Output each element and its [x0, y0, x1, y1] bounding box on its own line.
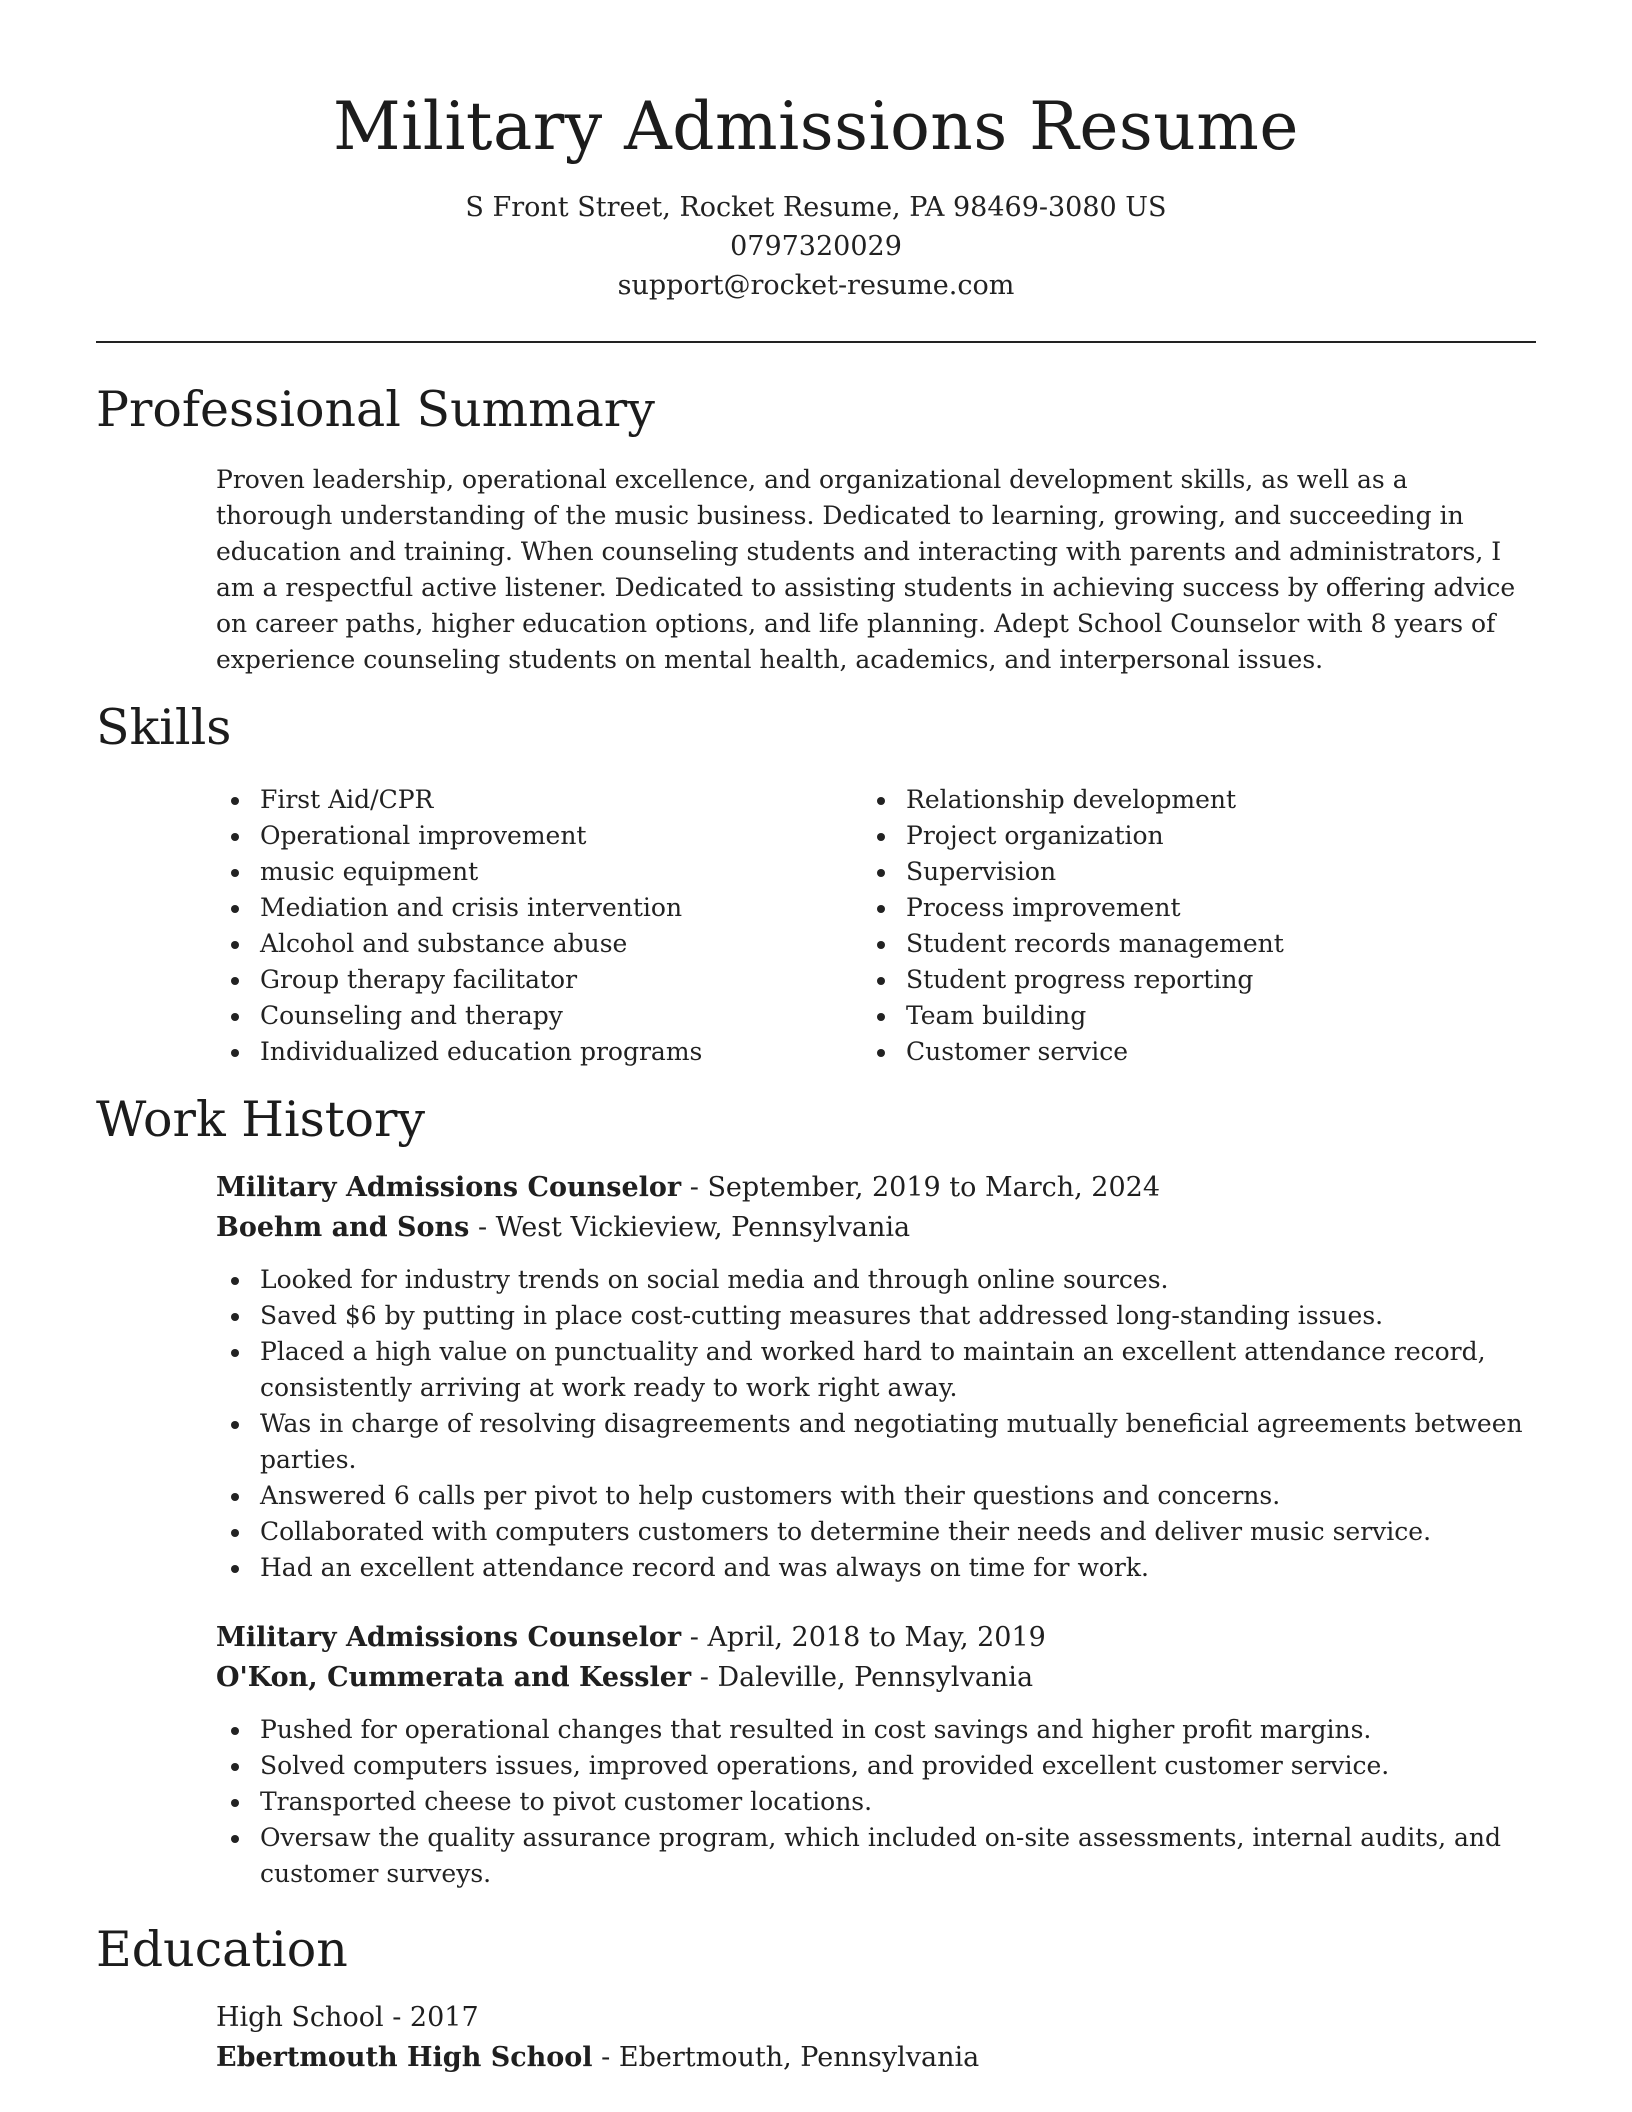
skills-list-left	[216, 782, 816, 1070]
email: support@rocket-resume.com	[617, 270, 1015, 301]
job-entry	[216, 1168, 1536, 1586]
list-item: Looked for industry trends on social media and through online sources.	[216, 1262, 1536, 1298]
list-item: Was in charge of resolving disagreements and negotiating mutually beneficial agreements between parties.	[216, 1406, 1536, 1478]
skill-item: Customer service	[862, 1034, 1502, 1070]
school-line: Ebertmouth High School - Ebertmouth, Pennsylvania	[216, 2042, 980, 2073]
resume-title: Military Admissions Resume	[333, 88, 1299, 165]
skill-item: Process improvement	[862, 890, 1502, 926]
list-item: Had an excellent attendance record and was always on time for work.	[216, 1550, 1536, 1586]
school-name: Ebertmouth High School	[216, 2042, 593, 2073]
skill-item: Individualized education programs	[216, 1034, 816, 1070]
job-title-line: Military Admissions Counselor - September, 2019 to March, 2024	[216, 1172, 1161, 1203]
skill-item: Relationship development	[862, 782, 1502, 818]
resume-header	[0, 0, 1632, 305]
school-location: Ebertmouth, Pennsylvania	[618, 2042, 980, 2073]
degree: High School	[216, 2002, 384, 2033]
job-company-line: O'Kon, Cummerata and Kessler - Daleville, Pennsylvania	[216, 1662, 1034, 1693]
job-title: Military Admissions Counselor	[216, 1172, 682, 1203]
job-title-line: Military Admissions Counselor - April, 2018 to May, 2019	[216, 1622, 1046, 1653]
skill-item: Supervision	[862, 854, 1502, 890]
skill-item: Project organization	[862, 818, 1502, 854]
job-dates: September, 2019 to March, 2024	[707, 1172, 1161, 1203]
skill-item: Group therapy facilitator	[216, 962, 816, 998]
contact-info	[0, 188, 1632, 305]
list-item: Collaborated with computers customers to determine their needs and deliver music service.	[216, 1514, 1536, 1550]
degree-line: High School - 2017	[216, 2002, 479, 2033]
address: S Front Street, Rocket Resume, PA 98469-3080 US	[465, 192, 1167, 223]
skill-item: Counseling and therapy	[216, 998, 816, 1034]
work-heading: Work History	[96, 1091, 426, 1148]
education-heading: Education	[96, 1921, 348, 1978]
list-item: Placed a high value on punctuality and worked hard to maintain an excellent attendance record, consistently arriving at work ready to work right away.	[216, 1334, 1536, 1406]
job-title: Military Admissions Counselor	[216, 1622, 682, 1653]
skill-item: Student records management	[862, 926, 1502, 962]
skill-item: Student progress reporting	[862, 962, 1502, 998]
job-bullets	[216, 1262, 1536, 1586]
header-divider	[96, 341, 1536, 343]
skill-item: music equipment	[216, 854, 816, 890]
graduation-year: 2017	[409, 2002, 479, 2033]
job-entry	[216, 1618, 1536, 1892]
skills-list-right	[862, 782, 1502, 1070]
job-company-line: Boehm and Sons - West Vickieview, Pennsylvania	[216, 1212, 911, 1243]
list-item: Saved $6 by putting in place cost-cutting measures that addressed long-standing issues.	[216, 1298, 1536, 1334]
skill-item: Mediation and crisis intervention	[216, 890, 816, 926]
list-item: Answered 6 calls per pivot to help customers with their questions and concerns.	[216, 1478, 1536, 1514]
list-item: Pushed for operational changes that resulted in cost savings and higher profit margins.	[216, 1712, 1536, 1748]
list-item: Oversaw the quality assurance program, which included on-site assessments, internal audits, and customer surveys.	[216, 1820, 1536, 1892]
company-name: O'Kon, Cummerata and Kessler	[216, 1662, 692, 1693]
skill-item: Alcohol and substance abuse	[216, 926, 816, 962]
company-location: Daleville, Pennsylvania	[717, 1662, 1034, 1693]
education-entry	[216, 1998, 1536, 2078]
phone: 0797320029	[730, 231, 902, 262]
job-dates: April, 2018 to May, 2019	[707, 1622, 1046, 1653]
list-item: Solved computers issues, improved operations, and provided excellent customer service.	[216, 1748, 1536, 1784]
company-location: West Vickieview, Pennsylvania	[495, 1212, 911, 1243]
summary-text: Proven leadership, operational excellence, and organizational development skills, as well as a thorough understanding of the music business. Dedicated to learning, growing, and succeeding in education and training. When counseling students and interacting with parents and administrators, I am a respectful active listener. Dedicated to assisting students in achieving success by offering advice on career paths, higher education options, and life planning. Adept School Counselor with 8 years of experience counseling students on mental health, academics, and interpersonal issues.	[216, 465, 1516, 674]
list-item: Transported cheese to pivot customer locations.	[216, 1784, 1536, 1820]
skill-item: Operational improvement	[216, 818, 816, 854]
skill-item: First Aid/CPR	[216, 782, 816, 818]
summary-heading: Professional Summary	[96, 381, 655, 438]
company-name: Boehm and Sons	[216, 1212, 470, 1243]
skills-heading: Skills	[96, 699, 232, 756]
job-bullets	[216, 1712, 1536, 1892]
skill-item: Team building	[862, 998, 1502, 1034]
